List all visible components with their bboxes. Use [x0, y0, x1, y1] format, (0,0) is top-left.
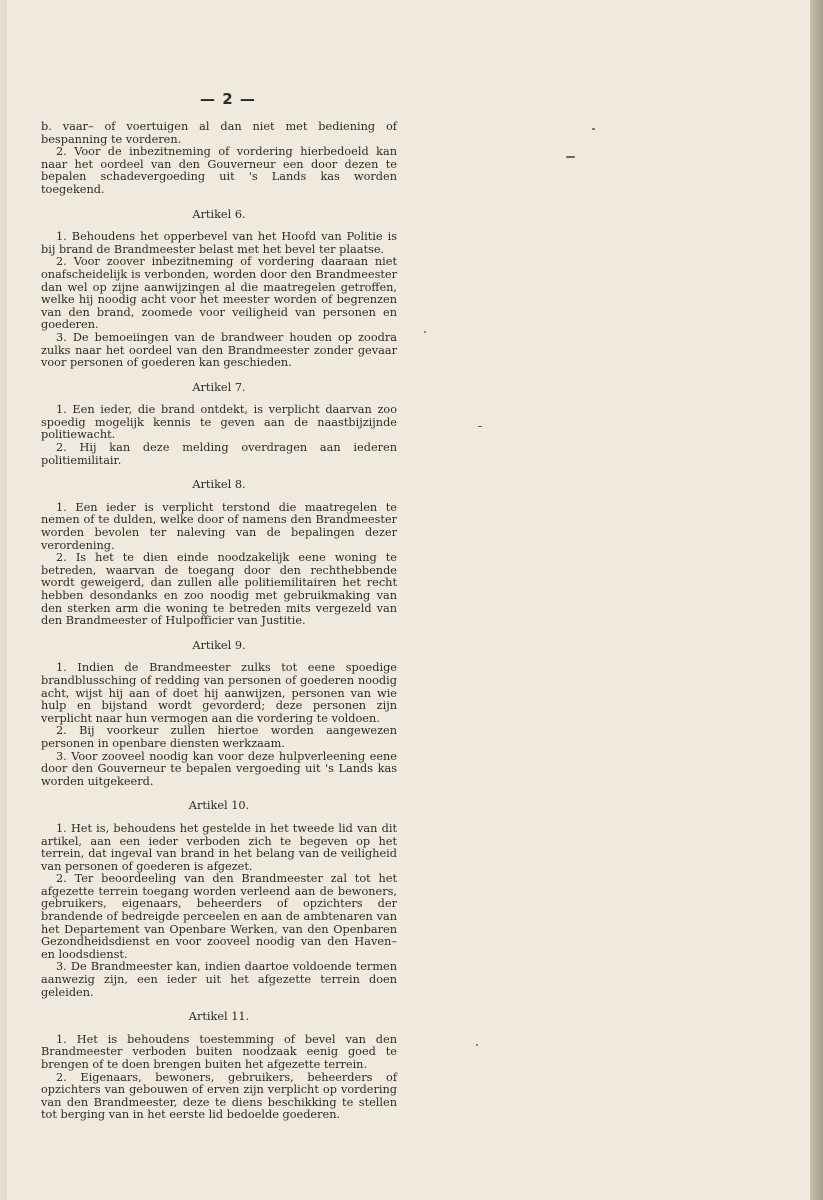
- article-paragraph: 3. De Brandmeester kan, indien daartoe voldoende termen aanwezig zijn, een ieder uit het afgezette terrein doen geleiden.: [41, 960, 397, 999]
- paper-speck: [424, 331, 426, 333]
- article-paragraph: 2. Voor zoover inbezitneming of vordering daaraan niet onafscheidelijk is verbonden, worden door den Brandmeester dan wel op zijne aanwijzingen al die maatregelen getroffen, welke hij noodig acht voor het meester worden of begrenzen van den brand, zoomede voor veiligheid van personen en goederen.: [41, 255, 397, 332]
- document-text-column: [41, 121, 397, 1122]
- paper-speck: [478, 426, 482, 427]
- article-paragraph: 2. Bij voorkeur zullen hiertoe worden aangewezen personen in openbare diensten werkzaam.: [41, 724, 397, 750]
- article-heading: Artikel 10.: [188, 799, 250, 813]
- page-left-margin: [0, 0, 7, 1200]
- article-paragraph: 1. Een ieder, die brand ontdekt, is verplicht daarvan zoo spoedig mogelijk kennis te geven aan de naastbijzijnde politiewacht.: [41, 403, 397, 442]
- page-edge: [810, 0, 823, 1200]
- article-paragraph: 3. De bemoeiingen van de brandweer houden op zoodra zulks naar het oordeel van den Brandmeester zonder gevaar voor personen of goederen kan geschieden.: [41, 330, 397, 370]
- paper-speck: [476, 1044, 478, 1046]
- article-heading: Artikel 6.: [192, 207, 246, 221]
- article-paragraph: b. vaar– of voertuigen al dan niet met bediening of bespanning te vorderen.: [41, 120, 397, 146]
- article-heading: Artikel 11.: [188, 1010, 250, 1024]
- article-paragraph: 1. Een ieder is verplicht terstond die maatregelen te nemen of te dulden, welke door of namens den Brandmeester worden bevolen ter naleving van de bepalingen dezer verordening.: [41, 500, 397, 552]
- article-paragraph: 1. Indien de Brandmeester zulks tot eene spoedige brandblussching of redding van personen of goederen noodig acht, wijst hij aan of doet hij aanwijzen, personen van wie hulp en bijstand wordt gevorderd; deze personen zijn verplicht naar hun vermogen aan die vordering te voldoen.: [41, 661, 397, 725]
- paper-speck: [592, 128, 595, 130]
- article-heading: Artikel 8.: [192, 478, 246, 492]
- article-paragraph: 2. Ter beoordeeling van den Brandmeester zal tot het afgezette terrein toegang worden verleend aan de bewoners, gebruikers, eigenaars, beheerders of opzichters der brandende of bedreigde perceelen en aan de ambtenaren van het Departement van Openbare Werken, van den Openbaren Gezondheidsdienst en voor zooveel noodig van den Haven– en loodsdienst.: [41, 872, 397, 961]
- article-paragraph: 3. Voor zooveel noodig kan voor deze hulpverleening eene door den Gouverneur te bepalen vergoeding uit 's Lands kas worden uitgekeerd.: [41, 749, 397, 788]
- article-paragraph: 2. Eigenaars, bewoners, gebruikers, beheerders of opzichters van gebouwen of erven zijn verplicht op vordering van den Brandmeester, deze te diens beschikking te stellen tot berging van in het eerste lid bedoelde goederen.: [41, 1070, 397, 1122]
- article-heading: Artikel 9.: [192, 638, 246, 652]
- article-paragraph: 1. Het is, behoudens het gestelde in het tweede lid van dit artikel, aan een ieder verboden zich te begeven op het terrein, dat ingeval van brand in het belang van de veiligheid van personen of goederen is afgezet.: [41, 821, 397, 873]
- article-paragraph: 1. Het is behoudens toestemming of bevel van den Brandmeester verboden buiten noodzaak eenig goed te brengen of te doen brengen buiten het afgezette terrein.: [41, 1032, 397, 1071]
- page-number: — 2 —: [200, 90, 256, 108]
- article-paragraph: 2. Hij kan deze melding overdragen aan iederen politiemilitair.: [41, 441, 397, 467]
- article-paragraph: 2. Voor de inbezitneming of vordering hierbedoeld kan naar het oordeel van den Gouverneur een door dezen te bepalen schadevergoeding uit 's Lands kas worden toegekend.: [41, 145, 397, 196]
- article-heading: Artikel 7.: [192, 380, 246, 394]
- paper-speck: [566, 156, 575, 158]
- article-paragraph: 1. Behoudens het opperbevel van het Hoofd van Politie is bij brand de Brandmeester belast met het bevel ter plaatse.: [41, 230, 397, 256]
- article-paragraph: 2. Is het te dien einde noodzakelijk eene woning te betreden, waarvan de toegang door den rechthebbende wordt geweigerd, dan zullen alle politiemilitairen het recht hebben desondanks en zoo noodig met gebruikmaking van den sterken arm die woning te betreden mits vergezeld van den Brandmeester of Hulpofficier van Justitie.: [41, 551, 397, 628]
